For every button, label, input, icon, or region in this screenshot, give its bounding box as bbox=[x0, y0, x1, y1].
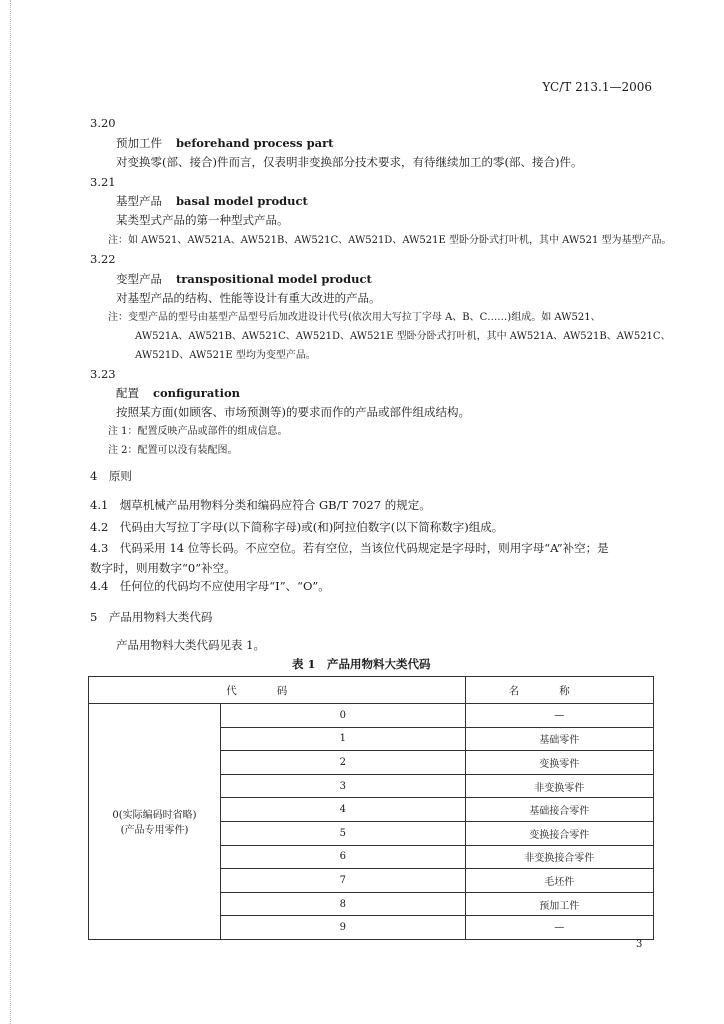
code-cell: 4 bbox=[221, 798, 466, 822]
name-cell: 基础接合零件 bbox=[465, 798, 653, 822]
table-row bbox=[89, 704, 654, 728]
name-cell: 基础零件 bbox=[465, 727, 653, 751]
term-zh: 预加工件 bbox=[116, 136, 162, 150]
term-definition: 按照某方面(如顾客、市场预测等)的要求而作的产品或部件组成结构。 bbox=[116, 405, 470, 419]
standard-number-header: YC/T 213.1—2006 bbox=[542, 80, 652, 94]
table-caption: 表 1 产品用物料大类代码 bbox=[292, 657, 431, 671]
term-note: 注 1：配置反映产品或部件的组成信息。 bbox=[108, 426, 288, 437]
clause: 4.3 代码采用 14 位等长码。不应空位。若有空位，当该位代码规定是字母时，则用字母“A”补空；是 bbox=[90, 541, 609, 555]
section-heading: 5 产品用物料大类代码 bbox=[90, 610, 213, 624]
paragraph: 产品用物料大类代码见表 1。 bbox=[116, 638, 265, 652]
code-cell: 9 bbox=[221, 916, 466, 940]
term-definition: 对变换零(部、接合)件而言，仅表明非变换部分技术要求，有待继续加工的零(部、接合)件。 bbox=[116, 155, 583, 169]
code-cell: 6 bbox=[221, 845, 466, 869]
name-cell: 非变换零件 bbox=[465, 774, 653, 798]
term-heading bbox=[116, 136, 333, 150]
term-definition: 对基型产品的结构、性能等设计有重大改进的产品。 bbox=[116, 291, 381, 305]
clause: 4.1 烟草机械产品用物料分类和编码应符合 GB/T 7027 的规定。 bbox=[90, 498, 431, 512]
term-note: 注：变型产品的型号由基型产品型号后加改进设计代号(依次用大写拉丁字母 A、B、C……)组成。如 AW521、 bbox=[108, 312, 601, 323]
code-cell: 8 bbox=[221, 892, 466, 916]
clause-number: 3.21 bbox=[90, 175, 116, 189]
clause-number: 3.22 bbox=[90, 252, 116, 266]
term-note: AW521D、AW521E 型均为变型产品。 bbox=[135, 350, 316, 361]
term-zh: 变型产品 bbox=[116, 272, 162, 286]
header-name: 名称 bbox=[465, 677, 653, 704]
page-number: 3 bbox=[636, 939, 643, 950]
term-en: configuration bbox=[153, 386, 241, 400]
name-cell: 变换接合零件 bbox=[465, 821, 653, 845]
code-cell: 0 bbox=[221, 704, 466, 728]
term-heading bbox=[116, 386, 240, 400]
group-label bbox=[89, 704, 221, 940]
clause: 数字时，则用数字“0”补空。 bbox=[90, 561, 236, 575]
term-note: 注：如 AW521、AW521A、AW521B、AW521C、AW521D、AW521E 型卧分卧式打叶机，其中 AW521 型为基型产品。 bbox=[108, 235, 672, 246]
term-en: beforehand process part bbox=[176, 136, 334, 150]
code-cell: 7 bbox=[221, 869, 466, 893]
name-cell: 变换零件 bbox=[465, 751, 653, 775]
group-label-line: 0(实际编码时省略) bbox=[112, 810, 197, 822]
name-cell: 预加工件 bbox=[465, 892, 653, 916]
clause: 4.4 任何位的代码均不应使用字母“I”、“O”。 bbox=[90, 579, 330, 593]
term-zh: 配置 bbox=[116, 386, 139, 400]
name-cell: 毛坯件 bbox=[465, 869, 653, 893]
term-zh: 基型产品 bbox=[116, 194, 162, 208]
term-en: transpositional model product bbox=[176, 272, 372, 286]
clause: 4.2 代码由大写拉丁字母(以下简称字母)或(和)阿拉伯数字(以下简称数字)组成。 bbox=[90, 520, 504, 534]
term-note: AW521A、AW521B、AW521C、AW521D、AW521E 型卧分卧式打叶机，其中 AW521A、AW521B、AW521C、 bbox=[135, 331, 671, 342]
code-cell: 5 bbox=[221, 821, 466, 845]
name-cell: — bbox=[465, 916, 653, 940]
code-cell: 1 bbox=[221, 727, 466, 751]
term-heading bbox=[116, 194, 308, 208]
material-code-table bbox=[88, 676, 654, 940]
term-note: 注 2：配置可以没有装配图。 bbox=[108, 445, 238, 456]
scan-edge bbox=[10, 0, 13, 1024]
header-code: 代码 bbox=[89, 677, 466, 704]
term-en: basal model product bbox=[176, 194, 308, 208]
clause-number: 3.23 bbox=[90, 367, 116, 381]
name-cell: — bbox=[465, 704, 653, 728]
term-heading bbox=[116, 272, 372, 286]
group-label-line: (产品专用零件) bbox=[120, 825, 189, 837]
name-cell: 非变换接合零件 bbox=[465, 845, 653, 869]
clause-number: 3.20 bbox=[90, 116, 116, 130]
code-cell: 2 bbox=[221, 751, 466, 775]
section-heading: 4 原则 bbox=[90, 469, 132, 483]
term-definition: 某类型式产品的第一种型式产品。 bbox=[116, 213, 289, 227]
code-cell: 3 bbox=[221, 774, 466, 798]
